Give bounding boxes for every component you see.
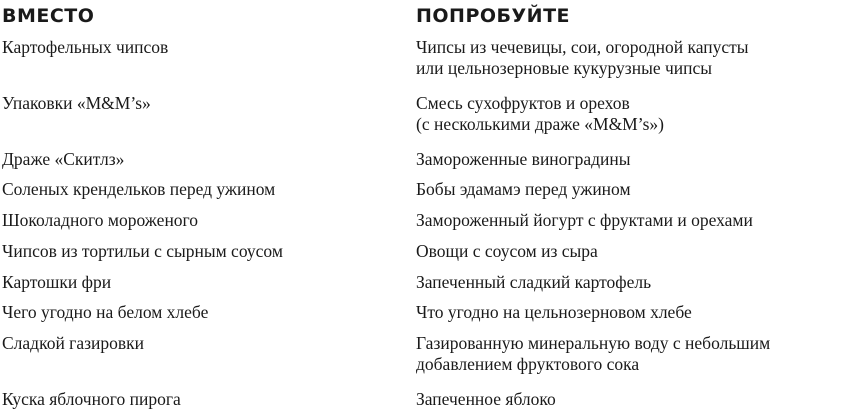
try-item-line: добавлением фруктового сока <box>416 354 640 374</box>
try-item-line: Что угодно на цельнозерновом хлебе <box>416 302 692 322</box>
instead-item: Соленых крендельков перед ужином <box>2 179 276 199</box>
try-item <box>416 241 598 262</box>
try-item <box>416 93 664 135</box>
column-header-instead: ВМЕСТО <box>2 5 95 27</box>
try-item <box>416 302 692 323</box>
try-item-line: или цельнозерновые кукурузные чипсы <box>416 58 713 78</box>
try-item <box>416 210 753 231</box>
instead-item: Картофельных чипсов <box>2 37 169 57</box>
try-item-line: Бобы эдамамэ перед ужином <box>416 179 631 199</box>
instead-item: Куска яблочного пирога <box>2 389 181 409</box>
try-item <box>416 272 651 293</box>
instead-item: Драже «Скитлз» <box>2 149 125 169</box>
instead-item: Упаковки «M&M’s» <box>2 93 151 113</box>
try-item-line: Замороженный йогурт с фруктами и орехами <box>416 210 753 230</box>
try-item-line: Замороженные виноградины <box>416 149 631 169</box>
try-item-line: Запеченное яблоко <box>416 389 556 409</box>
instead-item: Чипсов из тортильи с сырным соусом <box>2 241 283 261</box>
try-item <box>416 333 770 375</box>
instead-item: Чего угодно на белом хлебе <box>2 302 209 322</box>
try-item-line: Газированную минеральную воду с небольшим <box>416 333 771 353</box>
try-item-line: Запеченный сладкий картофель <box>416 272 652 292</box>
try-item <box>416 179 631 200</box>
try-item <box>416 37 749 79</box>
try-item <box>416 149 631 170</box>
try-item <box>416 389 556 410</box>
column-header-try: ПОПРОБУЙТЕ <box>416 5 571 27</box>
try-item-line: Смесь сухофруктов и орехов <box>416 93 630 113</box>
try-item-line: Чипсы из чечевицы, сои, огородной капусты <box>416 37 749 57</box>
instead-item: Сладкой газировки <box>2 333 145 353</box>
try-item-line: (с несколькими драже «M&M’s») <box>416 114 664 134</box>
instead-item: Шоколадного мороженого <box>2 210 199 230</box>
instead-item: Картошки фри <box>2 272 112 292</box>
try-item-line: Овощи с соусом из сыра <box>416 241 598 261</box>
